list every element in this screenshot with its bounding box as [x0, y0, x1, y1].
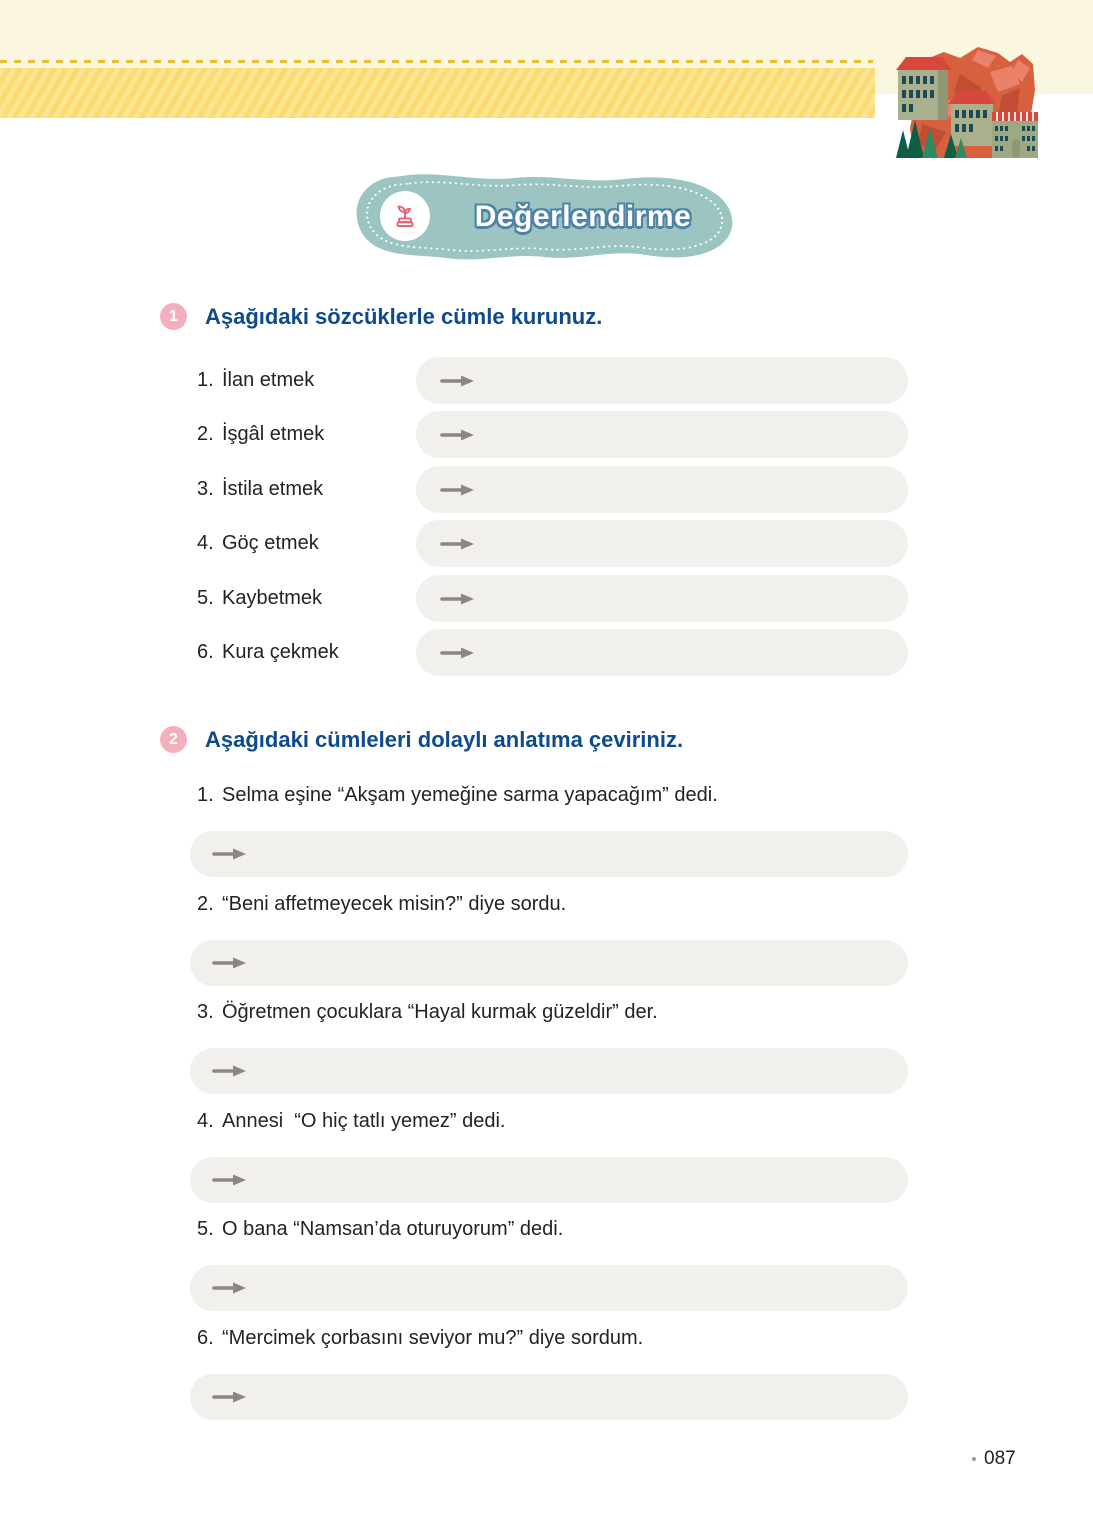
word-item-row: [0, 357, 1093, 404]
answer-field[interactable]: [190, 831, 908, 877]
item-number: 1.: [197, 369, 214, 391]
answer-field[interactable]: [190, 1374, 908, 1420]
right-arrow-icon: [440, 374, 476, 388]
item-label: Kura çekmek: [222, 641, 339, 663]
item-label: Kaybetmek: [222, 587, 323, 609]
cliff-monastery-illustration: [894, 44, 1040, 158]
item-number: 6.: [197, 641, 214, 663]
badge-icon-circle: [380, 191, 430, 241]
page-footer: [972, 1448, 1016, 1470]
section-1-number-badge: 1: [160, 303, 187, 330]
item-label: İşgâl etmek: [222, 423, 325, 445]
section-2-title: Aşağıdaki cümleleri dolaylı anlatıma çeviriniz.: [205, 726, 684, 752]
right-arrow-icon: [212, 1064, 248, 1078]
word-item-row: [0, 629, 1093, 676]
answer-field[interactable]: [190, 940, 908, 986]
item-label: İstila etmek: [222, 478, 324, 500]
item-number: 4.: [197, 532, 214, 554]
item-number: 5.: [197, 1218, 214, 1240]
answer-field[interactable]: [190, 1157, 908, 1203]
section-2-heading: [160, 726, 683, 753]
sentence-text: Annesi “O hiç tatlı yemez” dedi.: [222, 1110, 506, 1132]
right-arrow-icon: [440, 483, 476, 497]
right-arrow-icon: [212, 956, 248, 970]
item-label: Göç etmek: [222, 532, 319, 554]
right-arrow-icon: [440, 428, 476, 442]
header-dotted-line: [0, 60, 873, 63]
answer-field[interactable]: [416, 629, 908, 676]
page-number: 087: [984, 1448, 1016, 1469]
right-arrow-icon: [212, 1173, 248, 1187]
right-arrow-icon: [212, 1281, 248, 1295]
badge-title: Değerlendirme: [474, 199, 692, 233]
item-number: 3.: [197, 1001, 214, 1023]
word-item-row: [0, 411, 1093, 458]
word-item-row: [0, 466, 1093, 513]
sentence-text: “Mercimek çorbasını seviyor mu?” diye sordum.: [222, 1327, 644, 1349]
item-number: 6.: [197, 1327, 214, 1349]
answer-field[interactable]: [416, 466, 908, 513]
sentence-item: [0, 1214, 1093, 1244]
item-number: 1.: [197, 784, 214, 806]
section-badge: [346, 168, 746, 265]
section-1-title: Aşağıdaki sözcüklerle cümle kurunuz.: [205, 303, 603, 329]
header-stripe-band: [0, 68, 875, 118]
answer-field[interactable]: [416, 411, 908, 458]
item-number: 4.: [197, 1110, 214, 1132]
sentence-text: Öğretmen çocuklara “Hayal kurmak güzeldir” der.: [222, 1001, 658, 1023]
seedling-books-icon: [391, 202, 419, 230]
sentence-item: [0, 1323, 1093, 1353]
answer-field[interactable]: [190, 1265, 908, 1311]
sentence-item: [0, 780, 1093, 810]
word-item-row: [0, 520, 1093, 567]
right-arrow-icon: [212, 1390, 248, 1404]
sentence-item: [0, 889, 1093, 919]
section-2-number-badge: 2: [160, 726, 187, 753]
item-label: İlan etmek: [222, 369, 315, 391]
sentence-item: [0, 997, 1093, 1027]
section-1-heading: [160, 303, 602, 330]
right-arrow-icon: [440, 537, 476, 551]
answer-field[interactable]: [416, 520, 908, 567]
right-arrow-icon: [440, 592, 476, 606]
item-number: 2.: [197, 893, 214, 915]
right-arrow-icon: [440, 646, 476, 660]
sentence-item: [0, 1106, 1093, 1136]
footer-dot: [972, 1457, 976, 1461]
item-number: 3.: [197, 478, 214, 500]
answer-field[interactable]: [190, 1048, 908, 1094]
item-number: 5.: [197, 587, 214, 609]
answer-field[interactable]: [416, 575, 908, 622]
sentence-text: “Beni affetmeyecek misin?” diye sordu.: [222, 893, 567, 915]
sentence-text: O bana “Namsan’da oturuyorum” dedi.: [222, 1218, 564, 1240]
sentence-text: Selma eşine “Akşam yemeğine sarma yapacağım” dedi.: [222, 784, 718, 806]
answer-field[interactable]: [416, 357, 908, 404]
item-number: 2.: [197, 423, 214, 445]
right-arrow-icon: [212, 847, 248, 861]
word-item-row: [0, 575, 1093, 622]
